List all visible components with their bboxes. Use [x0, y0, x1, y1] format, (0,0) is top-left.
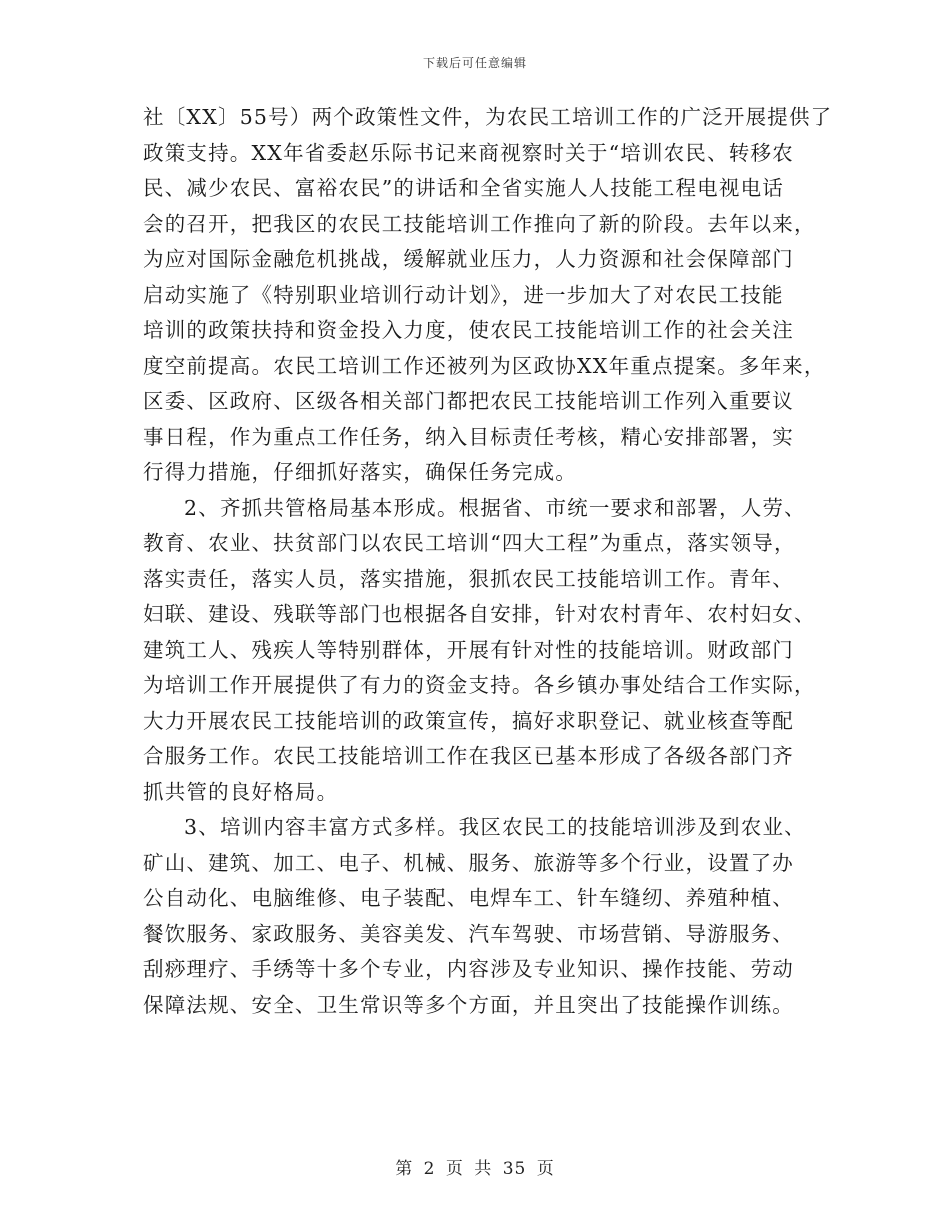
text-line: 政策支持。XX年省委赵乐际书记来商视察时关于“培训农民、转移农 — [143, 140, 794, 165]
text-line: 度空前提高。农民工培训工作还被列为区政协XX年重点提案。多年来， — [143, 353, 826, 378]
footer-prefix: 第 — [395, 1159, 414, 1179]
text-line: 妇联、建设、残联等部门也根据各自安排，针对农村青年、农村妇女、 — [143, 602, 816, 626]
current-page-number: 2 — [423, 1159, 436, 1179]
footer-suffix: 页 — [536, 1159, 555, 1179]
text-line: 矿山、建筑、加工、电子、机械、服务、旅游等多个行业，设置了办 — [143, 850, 794, 875]
text-line: 培训的政策扶持和资金投入力度，使农民工技能培训工作的社会关注 — [143, 318, 794, 342]
text-line: 为应对国际金融危机挑战，缓解就业压力，人力资源和社会保障部门 — [143, 247, 794, 271]
text-line: 保障法规、安全、卫生常识等多个方面，并且突出了技能操作训练。 — [143, 992, 794, 1017]
text-line: 区委、区政府、区级各相关部门都把农民工技能培训工作列入重要议 — [143, 389, 794, 413]
text-line: 合服务工作。农民工技能培训工作在我区已基本形成了各级各部门齐 — [143, 744, 794, 768]
footer-total-word: 共 — [474, 1159, 493, 1179]
text-line: 为培训工作开展提供了有力的资金支持。各乡镇办事处结合工作实际， — [143, 673, 816, 697]
page-header: 下载后可任意编辑 — [422, 56, 527, 70]
text-line: 餐饮服务、家政服务、美容美发、汽车驾驶、市场营销、导游服务、 — [143, 921, 794, 946]
paragraph-start-line: 3、培训内容丰富方式多样。我区农民工的技能培训涉及到农业、 — [184, 815, 806, 839]
text-line: 刮痧理疗、手绣等十多个专业，内容涉及专业知识、操作技能、劳动 — [143, 957, 794, 981]
text-line: 事日程，作为重点工作任务，纳入目标责任考核，精心安排部署，实 — [143, 424, 794, 449]
text-line: 公自动化、电脑维修、电子装配、电焊车工、针车缝纫、养殖种植、 — [143, 886, 794, 910]
text-line: 落实责任，落实人员，落实措施，狠抓农民工技能培训工作。青年、 — [143, 566, 794, 591]
page-footer — [0, 1154, 950, 1179]
text-line: 大力开展农民工技能培训的政策宣传，搞好求职登记、就业核查等配 — [143, 708, 794, 733]
text-line: 行得力措施，仔细抓好落实，确保任务完成。 — [143, 460, 577, 484]
text-line: 抓共管的良好格局。 — [143, 779, 339, 804]
text-line: 建筑工人、残疾人等特别群体，开展有针对性的技能培训。财政部门 — [143, 637, 794, 662]
paragraph-start-line: 2、齐抓共管格局基本形成。根据省、市统一要求和部署，人劳、 — [184, 495, 806, 520]
total-page-count: 35 — [502, 1159, 527, 1179]
footer-page-word: 页 — [445, 1159, 464, 1179]
text-line: 启动实施了《特别职业培训行动计划》，进一步加大了对农民工技能 — [143, 282, 784, 307]
text-line: 民、减少农民、富裕农民”的讲话和全省实施人人技能工程电视电话 — [143, 176, 784, 200]
text-line: 会的召开，把我区的农民工技能培训工作推向了新的阶段。去年以来， — [143, 211, 816, 236]
text-line: 教育、农业、扶贫部门以农民工培训“四大工程”为重点，落实领导， — [143, 531, 796, 555]
text-line: 社〔XX〕55号）两个政策性文件，为农民工培训工作的广泛开展提供了 — [143, 105, 833, 129]
document-body — [143, 100, 833, 1023]
